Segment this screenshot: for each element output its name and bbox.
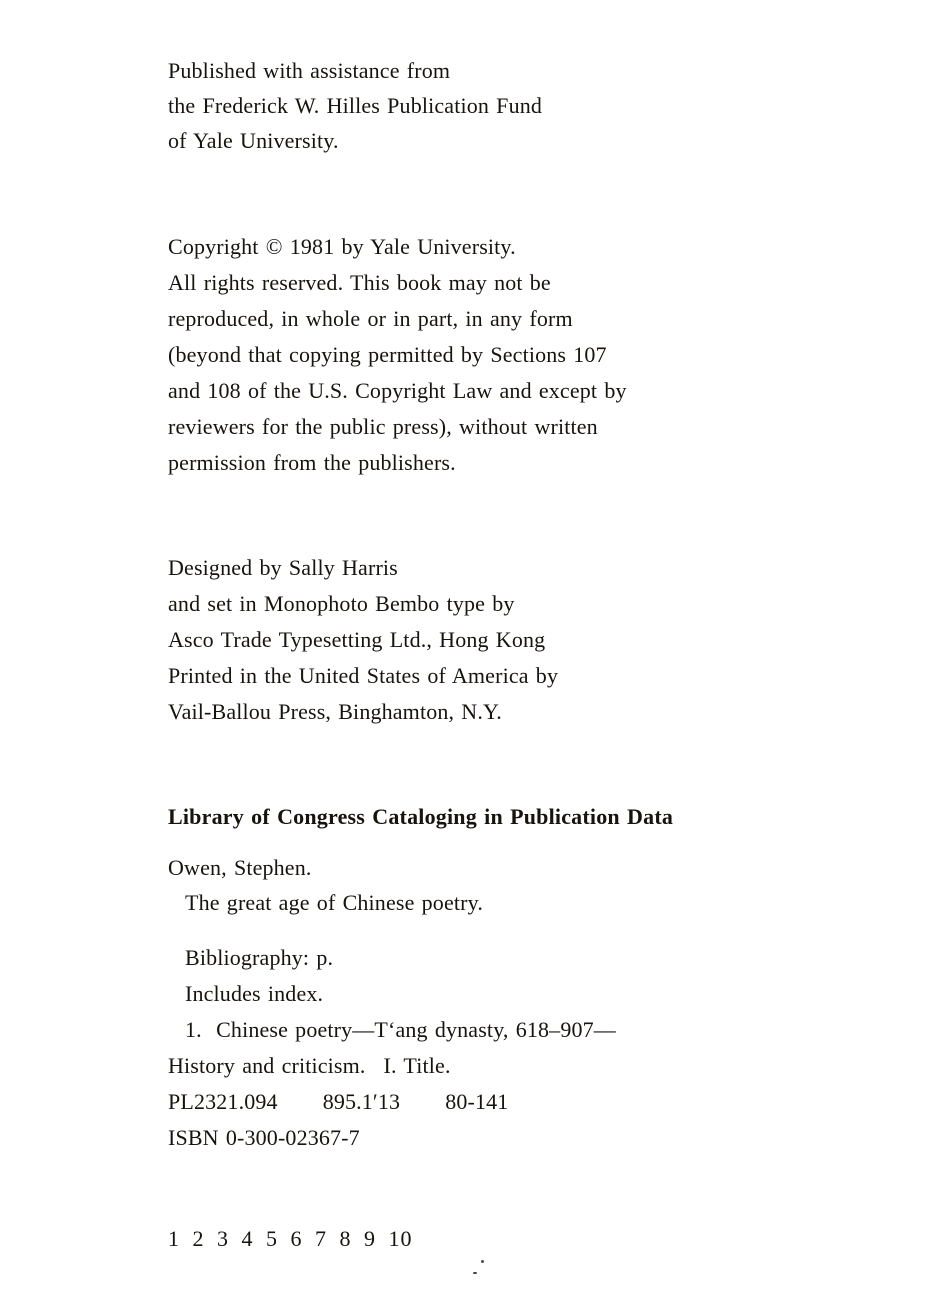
printers-key: 1 2 3 4 5 6 7 8 9 10 <box>168 1226 413 1251</box>
catalog-entry-head-block <box>168 850 483 920</box>
copyright-line: reviewers for the public press), without written <box>168 414 598 439</box>
assistance-line: Published with assistance from <box>168 58 451 83</box>
lc-card-number: 80-141 <box>445 1089 509 1114</box>
lc-call-number: PL2321.094 <box>168 1089 278 1114</box>
colophon-line: and set in Monophoto Bembo type by <box>168 591 515 616</box>
publication-assistance-block <box>168 53 542 158</box>
scan-artifact-dot <box>481 1260 484 1263</box>
isbn: ISBN 0-300-02367-7 <box>168 1125 360 1150</box>
dewey-number: 895.1′13 <box>322 1089 401 1114</box>
catalog-title-entry: I. Title. <box>383 1053 451 1078</box>
catalog-includes-index: Includes index. <box>185 981 324 1006</box>
copyright-notice-block <box>168 229 627 481</box>
copyright-line: (beyond that copying permitted by Sections 107 <box>168 342 607 367</box>
lc-cataloging-heading: Library of Congress Cataloging in Publication Data <box>168 804 674 829</box>
assistance-line: of Yale University. <box>168 128 339 153</box>
catalog-subject-continuation-row <box>168 1048 616 1084</box>
copyright-line: reproduced, in whole or in part, in any form <box>168 306 573 331</box>
assistance-line: the Frederick W. Hilles Publication Fund <box>168 93 543 118</box>
colophon-line: Vail-Ballou Press, Binghamton, N.Y. <box>168 699 502 724</box>
colophon-line: Printed in the United States of America by <box>168 663 559 688</box>
lc-cataloging-heading-block <box>168 799 673 834</box>
catalog-title: The great age of Chinese poetry. <box>185 890 483 915</box>
catalog-bibliography: Bibliography: p. <box>185 945 334 970</box>
copyright-line: and 108 of the U.S. Copyright Law and except by <box>168 378 627 403</box>
scan-artifact-dot <box>473 1272 477 1274</box>
colophon-line: Designed by Sally Harris <box>168 555 398 580</box>
catalog-subject-continuation: History and criticism. <box>168 1053 366 1078</box>
printers-key-block <box>168 1221 413 1256</box>
catalog-numbers-row <box>168 1084 616 1120</box>
colophon-block <box>168 550 558 730</box>
colophon-line: Asco Trade Typesetting Ltd., Hong Kong <box>168 627 546 652</box>
copyright-line: All rights reserved. This book may not be <box>168 270 551 295</box>
catalog-author: Owen, Stephen. <box>168 855 312 880</box>
copyright-line: Copyright © 1981 by Yale University. <box>168 234 516 259</box>
catalog-details-block <box>168 940 616 1156</box>
catalog-subject-line: 1. Chinese poetry—T‘ang dynasty, 618–907— <box>185 1017 616 1042</box>
copyright-line: permission from the publishers. <box>168 450 456 475</box>
